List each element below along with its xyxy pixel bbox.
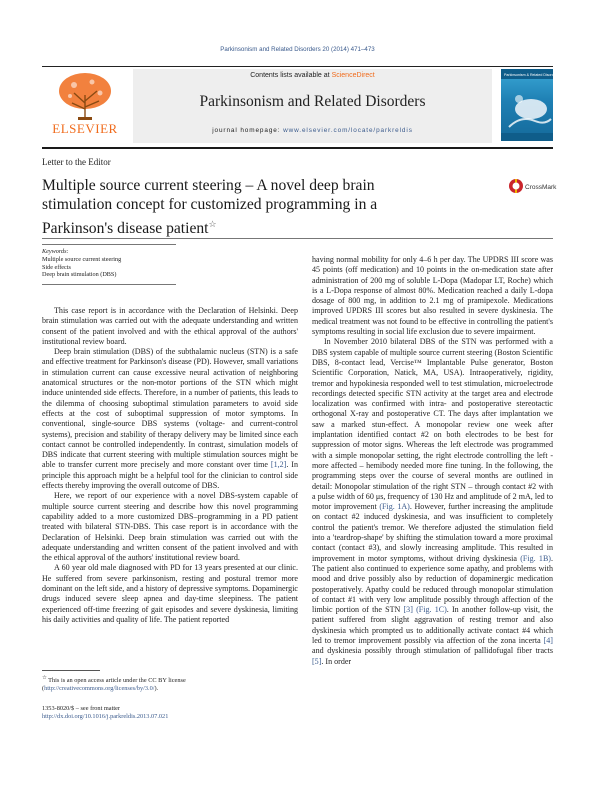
license-link[interactable]: http://creativecommons.org/licenses/by/3.0/ — [44, 685, 155, 693]
footnote-text: This is an open access article under the CC BY license ( — [42, 677, 186, 693]
journal-title: Parkinsonism and Related Disorders — [199, 93, 426, 110]
figure-link[interactable]: (Fig. 1C) — [416, 605, 447, 615]
footnote-mark: ☆ — [42, 675, 47, 681]
body-paragraph — [312, 337, 553, 667]
footnote-text-end: ). — [154, 685, 159, 693]
masthead-top-rule — [42, 66, 553, 67]
article-title — [42, 177, 412, 239]
journal-citation[interactable]: Parkinsonism and Related Disorders 20 (2014) 471–473 — [220, 46, 375, 53]
article-type: Letter to the Editor — [42, 157, 111, 167]
elsevier-tree-icon — [42, 69, 128, 137]
paragraph-text: Deep brain stimulation (DBS) of the subthalamic nucleus (STN) is a safe and effective treatment for Parkinson's disease (PD). However, small variations in stimulation current can cause excessive neural activation of neighboring anatomical structures or the non-motor portions of the STN which might induce unintended side effects. Therefore, in a number of patients, this leads to the dilemma of choosing suboptimal stimulation parameters to avoid side effects at the cost of suboptimal suppression of motor symptoms. In conventional, single-source DBS systems (voltage- and current-control systems), precision and stability of therapy delivery may be limited since each contact cannot be controlled independently. In contrast, simulation models of DBS indicate that current steering with multiple stimulation sources might be able to transfer current more precisely and more constant over time — [42, 347, 298, 470]
body-paragraph: A 60 year old male diagnosed with PD for 13 years presented at our clinic. He suffered from severe parkinsonism, resting and postural tremor more dominant on the left side, and a history of depressive symptoms. Dopaminergic drugs induced severe sleep apnea and day-time sleepiness. The patient experienced off-time freezing of gait episodes and severe dyskinesia, limiting his daily activities and quality of life. The patient reported — [42, 563, 298, 624]
elsevier-wordmark: ELSEVIER — [52, 121, 118, 136]
body-paragraph — [42, 347, 298, 491]
paragraph-text: . The patient also continued to experience some apathy, and problems with mood and drive possibly also by reduction of dopaminergic medication postoperatively. Apathy could be reduced through monopolar stimulation of contact #1 with very low amplitude possibly through affection of the limbic portion of the STN — [312, 553, 554, 615]
figure-link[interactable]: (Fig. 1A) — [379, 502, 410, 512]
homepage-prefix: journal homepage: — [212, 127, 284, 134]
crossmark-badge[interactable] — [508, 178, 557, 194]
paragraph-text: . In order — [321, 656, 352, 666]
body-right-column — [312, 255, 553, 667]
citation-link[interactable]: [3] — [403, 605, 413, 615]
paragraph-text: In November 2010 bilateral DBS of the STN was performed with a DBS system capable of multiple source current steering (Boston Scientific DBS, 8-contact lead, Vercise™ Implantable Pulse generator, Boston Scientific Corporation, Natick, MA, USA). Intraoperatively, rigidity, tremor and hypokinesia responded well to test stimulation, microelectrode recordings detected specific STN activity at the target area and electrode localization was confirmed with intra- and postoperative stereotactic orthogonal X-ray and postoperative CT. The days after implantation we saw a marked stun-effect. A monopolar review one week after implantation identified contact #2 on both electrodes to be best for suppression of motor signs. Whereas the left electrode was programmed with a simple monopolar setting, the right electrode controlling the left - more affected – hemibody needed more fine tuning. In the following, the programming steps over the course of several months are outlined in detail: Monopolar stimulation of the right STN – through contact #2 with a pulse width of 60 μs, frequency of 130 Hz and amplitude of 2 mA, led to motor improvement — [312, 337, 553, 512]
paragraph-text: . In another follow-up visit, the patient suffered from slight aggravation of resting tremor and also dyskinesia which prompted us to additionally activate contact #4 which led to tremor improvement possibly via affection of the zona incerta — [312, 605, 554, 645]
figure-link[interactable]: (Fig. 1B) — [520, 553, 551, 563]
citation-link[interactable]: [1,2] — [270, 460, 287, 470]
paragraph-text: and dyskinesia possibly through stimulation of pallidofugal fiber tracts — [312, 646, 553, 656]
keywords-top-rule — [42, 244, 176, 245]
paragraph-text: . However, further increasing the amplitude on contact #2 induced dyskinesia, and was insufficient to completely control the patient's tremor. We therefore adjusted the stimulation field into a 'teardrop-shape' by shifting the stimulation toward a more proximal contact (contact #3), and slowly increasing amplitude. This resulted in improvement in motor symptoms, without driving dyskinesia — [312, 502, 554, 563]
masthead-bottom-rule — [42, 147, 553, 149]
keyword-item: Side effects — [42, 263, 71, 271]
citation-link[interactable]: [5] — [312, 656, 322, 666]
title-footnote-mark[interactable]: ☆ — [208, 218, 217, 229]
crossmark-icon — [508, 178, 557, 194]
journal-cover-thumbnail[interactable] — [501, 69, 559, 141]
keyword-item: Multiple source current steering — [42, 256, 122, 263]
doi-link[interactable]: http://dx.doi.org/10.1016/j.parkreldis.2013.07.021 — [42, 713, 169, 720]
journal-masthead — [133, 69, 492, 143]
contents-available-line — [133, 72, 492, 79]
elsevier-logo — [42, 69, 128, 137]
contents-prefix: Contents lists available at — [250, 72, 332, 79]
cover-title: Parkinsonism & Related Disorders — [504, 73, 559, 77]
keywords-heading: Keywords: — [42, 248, 69, 255]
paragraph-text: . In principle this approach might be a helpful tool for the clinician to control side effects thereby improving the overall outcome of DBS. — [42, 460, 299, 491]
footnote-rule — [42, 670, 100, 671]
body-paragraph: This case report is in accordance with the Declaration of Helsinki. Deep brain stimulation was carried out with the adequate understanding and written consent of the patient involved and with the ethical approval of the authors' institutional review board. — [42, 306, 298, 346]
article-title-text: Multiple source current steering – A novel deep brain stimulation concept for customized programming in a Parkinson's disease patient — [42, 177, 378, 237]
journal-homepage-line — [133, 127, 492, 134]
sciencedirect-link[interactable]: ScienceDirect — [331, 72, 375, 79]
license-footnote — [42, 674, 298, 693]
keyword-item: Deep brain stimulation (DBS) — [42, 271, 117, 279]
crossmark-label: CrossMark — [525, 184, 557, 191]
citation-link[interactable]: [4] — [543, 635, 553, 645]
body-left-column — [42, 306, 298, 625]
homepage-link[interactable]: www.elsevier.com/locate/parkreldis — [283, 127, 413, 134]
title-bottom-rule — [42, 238, 553, 239]
body-paragraph: having normal mobility for only 4–6 h per day. The UPDRS III score was 45 points (off medication) and 10 points in the on-medication state after administration of 200 mg of soluble L-Dopa (Madopar LT, Roche) which is a L-Dopa response of almost 80%. Medication reached a daily L-dopa dosage of 800 mg, in addition to 2.1 mg of pramipexole. Medications improved UPDRS III scores but also resulted in severe dyskinesia. The medical treatment was not found to be effective in controlling the patient's symptoms resulting in social life exclusion due to severe impairment. — [312, 255, 553, 337]
keywords-list — [42, 256, 121, 279]
issn-line: 1353-8020/$ – see front matter — [42, 705, 120, 712]
keywords-bottom-rule — [42, 284, 176, 285]
body-paragraph: Here, we report of our experience with a novel DBS-system capable of multiple source current steering and describe how this novel programming capability added to a more customized DBS–programming in a PD patient treated with bilateral STN-DBS. This case report is in accordance with the Declaration of Helsinki. Deep brain stimulation was carried out with the adequate understanding and written consent of the patient involved and with the ethical approval of the authors' institutional review board. — [42, 491, 298, 563]
journal-cover-image — [501, 69, 559, 141]
